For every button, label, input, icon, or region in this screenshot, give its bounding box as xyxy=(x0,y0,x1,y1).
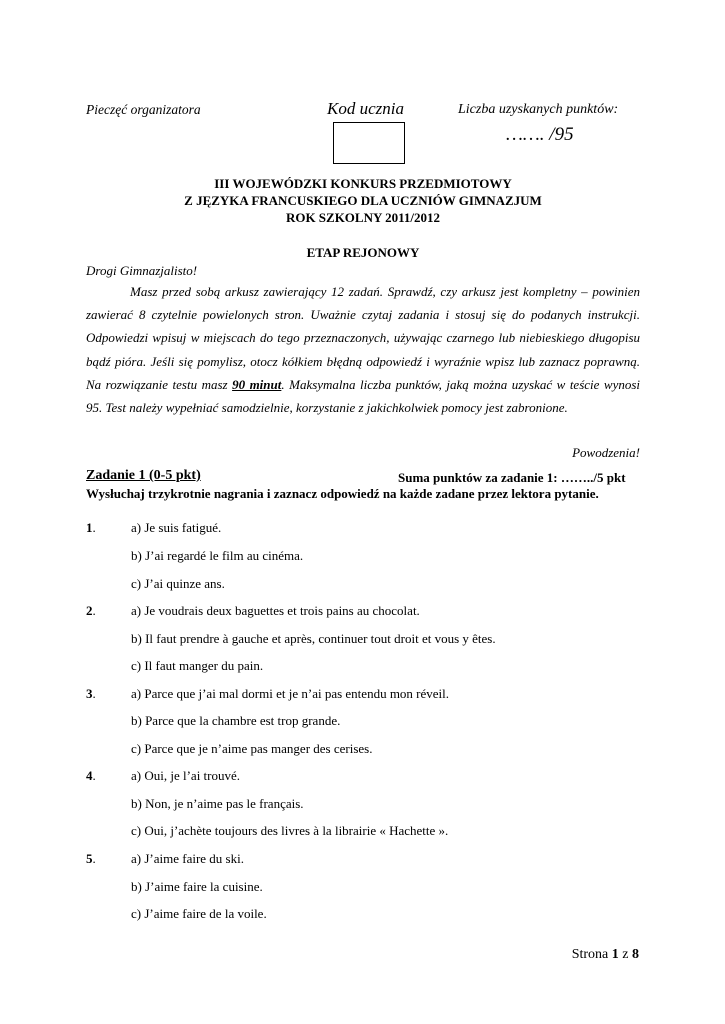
answer-option[interactable]: b) Il faut prendre à gauche et après, continuer tout droit et vous y êtes. xyxy=(131,631,496,646)
instructions-text-1: Masz przed sobą arkusz zawierający 12 zadań. Sprawdź, czy arkusz jest kompletny – powinien zawierać 8 czytelnie powielonych stron. Uważnie czytaj zadania i stosuj się do podanych instrukcji. Odpowiedzi wpisuj w miejscach do tego przeznaczonych, używając czarnego lub niebieskiego długopisu bądź pióra. Jeśli się pomylisz, otocz kółkiem błędną odpowiedź i wyraźnie wpisz lub zaznacz poprawną. Na rozwiązanie testu masz xyxy=(86,284,640,392)
student-code-label: Kod ucznia xyxy=(327,99,404,118)
points-value: ……. /95 xyxy=(506,124,574,145)
instructions-text-2: . Maksymalna liczba punktów, jaką można uzyskać w teście wynosi 95. Test należy wypełniać samodzielnie, korzystanie z jakichkolwiek pomocy jest zabronione. xyxy=(86,376,641,416)
points-label: Liczba uzyskanych punktów: xyxy=(458,102,619,117)
answer-option[interactable]: c) J’ai quinze ans. xyxy=(131,576,225,591)
greeting: Drogi Gimnazjalisto! xyxy=(86,263,198,278)
question-number: 1. xyxy=(86,520,96,535)
school-year: ROK SZKOLNY 2011/2012 xyxy=(285,210,441,225)
task-1-instruction: Wysłuchaj trzykrotnie nagrania i zaznacz odpowiedź na każde zadane przez lektora pytanie. xyxy=(86,486,599,501)
task-1-title: Zadanie 1 (0-5 pkt) xyxy=(86,468,201,483)
question-number: 2. xyxy=(86,603,96,618)
task-1-points-sum: Suma punktów za zadanie 1: ……../5 pkt xyxy=(398,470,626,485)
answer-option[interactable]: a) Je suis fatigué. xyxy=(131,520,222,535)
page-current: 1 xyxy=(611,947,619,962)
instructions-paragraph xyxy=(86,280,640,419)
page-label: Strona xyxy=(571,947,609,962)
page-total: 8 xyxy=(632,947,639,962)
answer-option[interactable]: a) Je voudrais deux baguettes et trois pains au chocolat. xyxy=(131,603,420,618)
contest-title: III WOJEWÓDZKI KONKURS PRZEDMIOTOWY xyxy=(214,176,512,191)
question-number: 3. xyxy=(86,686,96,701)
question-number: 4. xyxy=(86,768,96,783)
answer-option[interactable]: b) Non, je n’aime pas le français. xyxy=(131,796,304,811)
answer-option[interactable]: c) Oui, j’achète toujours des livres à la librairie « Hachette ». xyxy=(131,823,449,838)
question-number-value: 4 xyxy=(86,768,93,783)
question-number-value: 1 xyxy=(86,520,93,535)
time-limit: 90 minut xyxy=(232,376,282,392)
page-separator: z xyxy=(622,947,629,962)
question-number: 5. xyxy=(86,851,96,866)
answer-option[interactable]: a) Oui, je l’ai trouvé. xyxy=(131,768,241,783)
answer-option[interactable]: b) Parce que la chambre est trop grande. xyxy=(131,713,341,728)
question-number-value: 5 xyxy=(86,851,93,866)
answer-option[interactable]: c) Parce que je n’aime pas manger des cerises. xyxy=(131,741,373,756)
stage-title: ETAP REJONOWY xyxy=(306,245,420,260)
answer-option[interactable]: b) J’ai regardé le film au cinéma. xyxy=(131,548,304,563)
organizer-stamp-label: Pieczęć organizatora xyxy=(86,102,201,117)
contest-subject: Z JĘZYKA FRANCUSKIEGO DLA UCZNIÓW GIMNAZJUM xyxy=(184,193,542,208)
answer-option[interactable]: a) J’aime faire du ski. xyxy=(131,851,244,866)
answer-option[interactable]: c) J’aime faire de la voile. xyxy=(131,906,267,921)
answer-option[interactable]: c) Il faut manger du pain. xyxy=(131,658,264,673)
closing-wish: Powodzenia! xyxy=(572,445,640,460)
question-number-value: 2 xyxy=(86,603,93,618)
page-number xyxy=(572,947,639,963)
answer-option[interactable]: a) Parce que j’ai mal dormi et je n’ai pas entendu mon réveil. xyxy=(131,686,450,701)
answer-option[interactable]: b) J’aime faire la cuisine. xyxy=(131,879,263,894)
student-code-box[interactable] xyxy=(333,122,405,164)
question-number-value: 3 xyxy=(86,686,93,701)
